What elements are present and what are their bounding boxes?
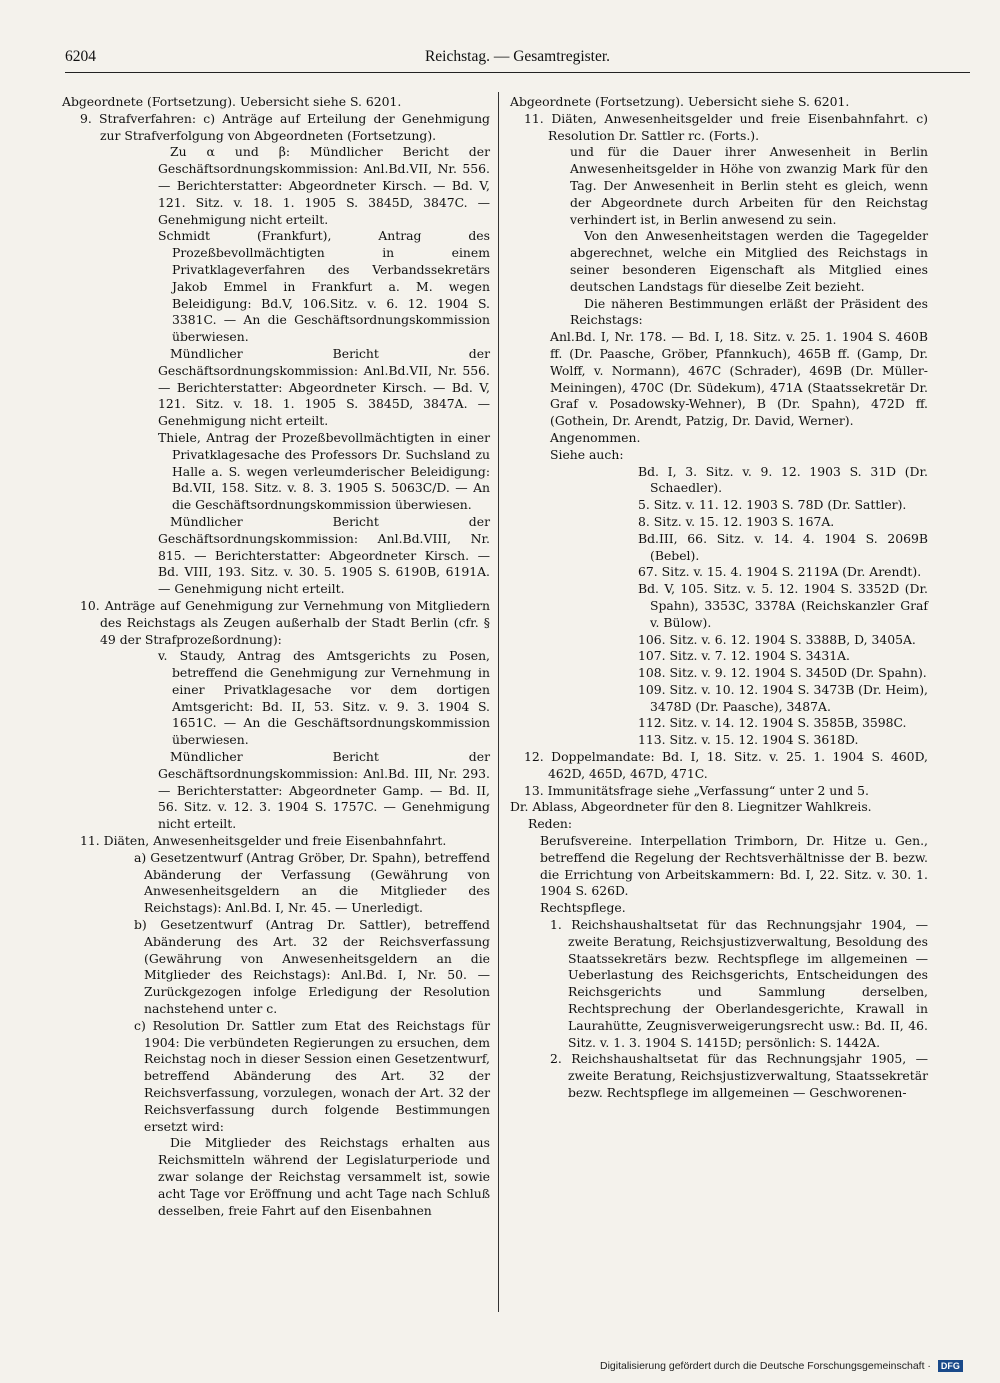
right-paragraph: Dr. Ablass, Abgeordneter für den 8. Liegnitzer Wahlkreis. [510, 799, 872, 815]
right-paragraph: 108. Sitz. v. 9. 12. 1904 S. 3450D (Dr. Spahn). [638, 665, 927, 681]
page-number: 6204 [65, 48, 96, 65]
footer-text: Digitalisierung gefördert durch die Deutsche Forschungsgemeinschaft · [600, 1360, 931, 1372]
right-paragraph: 109. Sitz. v. 10. 12. 1904 S. 3473B (Dr. Heim), 3478D (Dr. Paasche), 3487A. [638, 681, 928, 714]
footer-credit [600, 1360, 963, 1372]
left-paragraph: Thiele, Antrag der Prozeßbevollmächtigten in einer Privatklagesache des Professors Dr. Suchsland zu Halle a. S. wegen verleumderischer Beleidigung: Bd.VII, 158. Sitz. v. 8. 3. 1905 S. 5063C/D. — An die Geschäftsordnungskommission überwiesen. [158, 429, 490, 513]
right-paragraph: 106. Sitz. v. 6. 12. 1904 S. 3388B, D, 3405A. [638, 631, 916, 647]
dfg-logo: DFG [938, 1360, 963, 1372]
left-paragraph: Mündlicher Bericht der Geschäftsordnungskommission: Anl.Bd. III, Nr. 293. — Berichterstatter: Abgeordneter Gamp. — Bd. II, 56. Sitz. v. 12. 3. 1904 S. 1757C. — Genehmigung nicht erteilt. [158, 749, 490, 832]
left-paragraph: Mündlicher Bericht der Geschäftsordnungskommission: Anl.Bd.VII, Nr. 556. — Berichterstatter: Abgeordneter Kirsch. — Bd. V, 121. Sitz. v. 18. 1. 1905 S. 3845D, 3847A. — Genehmigung nicht erteilt. [158, 345, 490, 429]
left-paragraph: 11. Diäten, Anwesenheitsgelder und freie Eisenbahnfahrt. [80, 833, 447, 849]
left-column [62, 94, 490, 1219]
right-paragraph: Abgeordnete (Fortsetzung). Uebersicht siehe S. 6201. [510, 94, 850, 109]
right-paragraph: 12. Doppelmandate: Bd. I, 18. Sitz. v. 25. 1. 1904 S. 460D, 462D, 465D, 467D, 471C. [524, 749, 928, 781]
right-paragraph: 8. Sitz. v. 15. 12. 1903 S. 167A. [638, 513, 835, 529]
left-paragraph: Die Mitglieder des Reichstags erhalten aus Reichsmitteln während der Legislaturperiode und zwar solange der Reichstag versammelt ist, sowie acht Tage vor Eröffnung und acht Tage nach Schluß desselben, freie Fahrt auf den Eisenbahnen [158, 1135, 490, 1218]
left-paragraph: 9. Strafverfahren: c) Anträge auf Erteilung der Genehmigung zur Strafverfolgung von Abgeordneten (Fortsetzung). [80, 110, 490, 143]
right-paragraph: 112. Sitz. v. 14. 12. 1904 S. 3585B, 3598C. [638, 715, 907, 731]
right-paragraph: Siehe auch: [550, 446, 624, 462]
right-paragraph: Angenommen. [550, 429, 641, 445]
right-paragraph: und für die Dauer ihrer Anwesenheit in Berlin Anwesenheitsgelder in Höhe von zwanzig Mark für den Tag. Der Anwesenheit in Berlin steht es gleich, wenn der Abgeordnete durch Arbeiten für den Reichstag verhindert ist, in Berlin anwesend zu sein. [570, 144, 928, 227]
right-paragraph: Die näheren Bestimmungen erläßt der Präsident des Reichstags: [570, 295, 928, 328]
running-header [65, 48, 970, 73]
right-paragraph: Anl.Bd. I, Nr. 178. — Bd. I, 18. Sitz. v. 25. 1. 1904 S. 460B ff. (Dr. Paasche, Gröber, Pfannkuch), 465B ff. (Gamp, Dr. Wolff, v. Normann), 467C (Schrader), 469B (Dr. Müller-Meiningen), 470C (Dr. Südekum), 471A (Staatssekretär Dr. Graf v. Posadowsky-Wehner), B (Dr. Spahn), 472D ff. (Gothein, Dr. Arendt, Patzig, Dr. David, Werner). [550, 329, 928, 429]
left-paragraph: v. Staudy, Antrag des Amtsgerichts zu Posen, betreffend die Genehmigung zur Vernehmung in einer Privatklagesache vor dem dortigen Amtsgericht: Bd. II, 53. Sitz. v. 9. 3. 1904 S. 1651C. — An die Geschäftsordnungskommission überwiesen. [158, 648, 490, 748]
right-column [510, 94, 928, 1102]
right-paragraph: 1. Reichshaushaltsetat für das Rechnungsjahr 1904, — zweite Beratung, Reichsjustizverwaltung, Besoldung des Staatssekretärs bezw. Rechtspflege im allgemeinen — Ueberlastung des Reichsgerichts, Entscheidungen des Reichsgerichts und Sammlung derselben, Rechtsprechung der Oberlandesgerichte, Krawall in Laurahütte, Zeugnisverweigerungsrecht usw.: Bd. II, 46. Sitz. v. 1. 3. 1904 S. 1415D; persönlich: S. 1442A. [550, 917, 928, 1050]
left-paragraph: Schmidt (Frankfurt), Antrag des Prozeßbevollmächtigten in einem Privatklageverfahren des Verbandssekretärs Jakob Emmel in Frankfurt a. M. wegen Beleidigung: Bd.V, 106.Sitz. v. 6. 12. 1904 S. 3381C. — An die Geschäftsordnungskommission überwiesen. [158, 228, 490, 345]
right-paragraph: 5. Sitz. v. 11. 12. 1903 S. 78D (Dr. Sattler). [638, 497, 907, 513]
right-paragraph: Berufsvereine. Interpellation Trimborn, Dr. Hitze u. Gen., betreffend die Regelung der Rechtsverhältnisse der B. bezw. die Errichtung von Arbeitskammern: Bd. I, 22. Sitz. v. 30. 1. 1904 S. 626D. [540, 833, 928, 899]
right-paragraph: 113. Sitz. v. 15. 12. 1904 S. 3618D. [638, 732, 859, 748]
right-paragraph: 2. Reichshaushaltsetat für das Rechnungsjahr 1905, — zweite Beratung, Reichsjustizverwaltung, Staatssekretär bezw. Rechtspflege im allgemeinen — Geschworenen- [550, 1051, 928, 1101]
right-paragraph: Bd. I, 3. Sitz. v. 9. 12. 1903 S. 31D (Dr. Schaedler). [638, 463, 928, 496]
left-paragraph: 10. Anträge auf Genehmigung zur Vernehmung von Mitgliedern des Reichstags als Zeugen außerhalb der Stadt Berlin (cfr. § 49 der Strafprozeßordnung): [80, 597, 490, 647]
right-paragraph: Reden: [528, 816, 573, 832]
right-paragraph: 11. Diäten, Anwesenheitsgelder und freie Eisenbahnfahrt. c) Resolution Dr. Sattler rc. (Forts.). [524, 110, 928, 143]
right-paragraph: Von den Anwesenheitstagen werden die Tagegelder abgerechnet, welche ein Mitglied des Reichstags in seiner besonderen Eigenschaft als Mitglied eines deutschen Landstags für dieselbe Zeit bezieht. [570, 228, 928, 294]
left-paragraph: a) Gesetzentwurf (Antrag Gröber, Dr. Spahn), betreffend Abänderung der Verfassung (Gewährung von Anwesenheitsgeldern an die Mitglieder des Reichstags): Anl.Bd. I, Nr. 45. — Unerledigt. [134, 849, 490, 916]
right-paragraph: 107. Sitz. v. 7. 12. 1904 S. 3431A. [638, 648, 850, 664]
right-paragraph: Bd.III, 66. Sitz. v. 14. 4. 1904 S. 2069B (Bebel). [638, 530, 928, 563]
column-divider [498, 92, 499, 1312]
left-paragraph: Abgeordnete (Fortsetzung). Uebersicht siehe S. 6201. [62, 94, 402, 109]
running-title: Reichstag. — Gesamtregister. [424, 48, 611, 65]
right-paragraph: 13. Immunitätsfrage siehe „Verfassung“ unter 2 und 5. [524, 782, 869, 798]
left-paragraph: Mündlicher Bericht der Geschäftsordnungskommission: Anl.Bd.VIII, Nr. 815. — Berichterstatter: Abgeordneter Kirsch. — Bd. VIII, 193. Sitz. v. 30. 5. 1905 S. 6190B, 6191A. — Genehmigung nicht erteilt. [158, 513, 490, 597]
left-paragraph: Zu α und β: Mündlicher Bericht der Geschäftsordnungskommission: Anl.Bd.VII, Nr. 556. — Berichterstatter: Abgeordneter Kirsch. — Bd. V, 121. Sitz. v. 18. 1. 1905 S. 3845D, 3847C. — Genehmigung nicht erteilt. [158, 144, 490, 227]
right-paragraph: Bd. V, 105. Sitz. v. 5. 12. 1904 S. 3352D (Dr. Spahn), 3353C, 3378A (Reichskanzler Graf v. Bülow). [638, 581, 928, 630]
right-paragraph: Rechtspflege. [540, 900, 626, 916]
right-paragraph: 67. Sitz. v. 15. 4. 1904 S. 2119A (Dr. Arendt). [638, 564, 922, 580]
left-paragraph: c) Resolution Dr. Sattler zum Etat des Reichstags für 1904: Die verbündeten Regierungen zu ersuchen, dem Reichstag noch in dieser Session einen Gesetzentwurf, betreffend Abänderung des Art. 32 der Reichsverfassung, vorzulegen, wonach der Art. 32 der Reichsverfassung durch folgende Bestimmungen ersetzt wird: [134, 1017, 490, 1134]
left-paragraph: b) Gesetzentwurf (Antrag Dr. Sattler), betreffend Abänderung des Art. 32 der Reichsverfassung (Gewährung von Anwesenheitsgeldern an die Mitglieder des Reichstags): Anl.Bd. I, Nr. 50. — Zurückgezogen infolge Erledigung der Resolution nachstehend unter c. [134, 917, 490, 1017]
